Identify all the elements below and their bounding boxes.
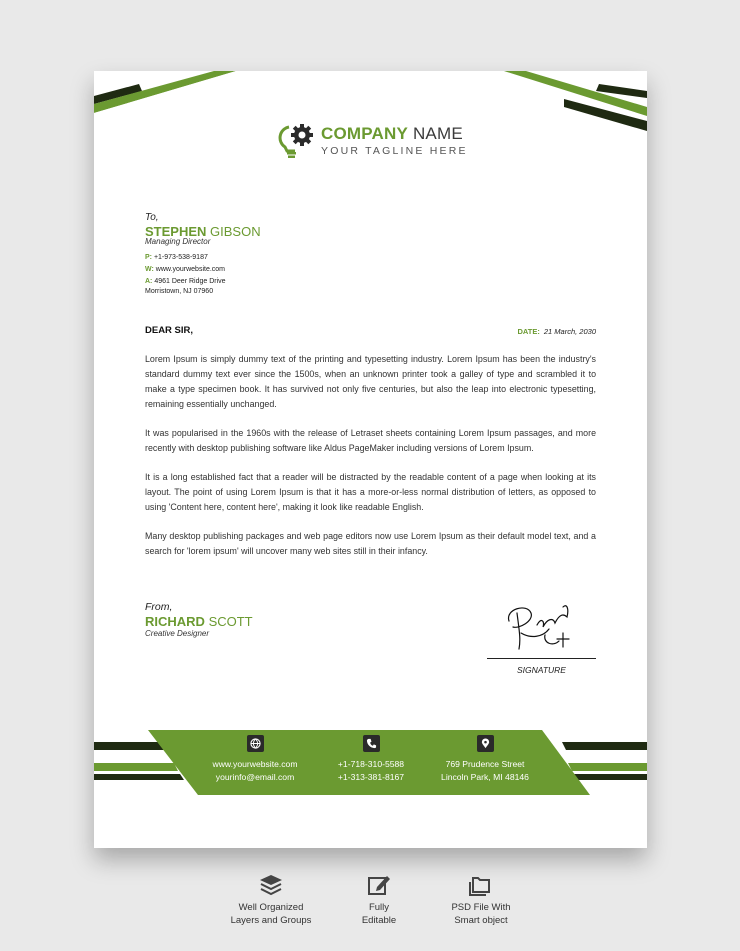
- body-paragraph: It is a long established fact that a reader will be distracted by the readable content of a page when looking at its layout. The point of using Lorem Ipsum is that it has a more-or-less normal distribution of letters, as opposed to using 'Content here, content here', making it look like readable English.: [145, 472, 596, 512]
- location-pin-icon: [477, 735, 494, 752]
- letter-body: [145, 352, 596, 573]
- company-tagline: YOUR TAGLINE HERE: [321, 145, 468, 157]
- signature-line: [487, 658, 596, 659]
- recipient-name: STEPHEN GIBSON: [145, 224, 261, 239]
- sender-name: RICHARD SCOTT: [145, 614, 253, 629]
- recipient-phone: P: +1-973-538-9187: [145, 254, 208, 261]
- globe-icon: [247, 735, 264, 752]
- footer-phone-contact: [311, 735, 431, 784]
- letter-date: DATE: 21 March, 2030: [517, 327, 596, 336]
- greeting: DEAR SIR,: [145, 325, 194, 336]
- to-label: To,: [145, 212, 159, 223]
- footer-address-line1: 769 Prudence Street: [445, 759, 525, 769]
- footer-phone-1[interactable]: +1-718-310-5588: [337, 759, 405, 769]
- phone-icon: [363, 735, 380, 752]
- footer-address-contact: [425, 735, 545, 784]
- feature-editable: Fully Editable: [319, 872, 439, 927]
- recipient-title: Managing Director: [145, 237, 211, 246]
- layers-icon: [211, 872, 331, 898]
- feature-psd: PSD File With Smart object: [421, 872, 541, 927]
- feature-layers: Well Organized Layers and Groups: [211, 872, 331, 927]
- letterhead-page: [94, 71, 647, 848]
- body-paragraph: Lorem Ipsum is simply dummy text of the printing and typesetting industry. Lorem Ipsum has been the industry's standard dummy text ever since the 1500s, when an unknown printer took a galley of type and scrambled it to make a type specimen book. It has survived not only five centuries, but also the leap into electronic typesetting, remaining essentially unchanged.: [145, 354, 596, 409]
- footer-website[interactable]: www.yourwebsite.com: [212, 759, 298, 769]
- recipient-address-line2: Morristown, NJ 07960: [145, 288, 214, 295]
- sender-title: Creative Designer: [145, 629, 210, 638]
- lightbulb-gear-icon: [277, 121, 317, 161]
- footer-phone-2[interactable]: +1-313-381-8167: [337, 772, 405, 782]
- from-label: From,: [145, 601, 173, 613]
- recipient-website: W: www.yourwebsite.com: [145, 266, 226, 273]
- recipient-address-line1: A: 4961 Deer Ridge Drive: [145, 278, 226, 285]
- feature-highlights: [0, 872, 740, 951]
- footer-email[interactable]: yourinfo@email.com: [215, 772, 295, 782]
- body-paragraph: Many desktop publishing packages and web page editors now use Lorem Ipsum as their default model text, and a search for 'lorem ipsum' will uncover many web sites still in their infancy.: [145, 531, 596, 556]
- signature-label: SIGNATURE: [517, 665, 566, 675]
- folder-icon: [421, 872, 541, 898]
- footer-address-line2: Lincoln Park, MI 48146: [441, 772, 529, 782]
- handwritten-signature: [497, 599, 587, 659]
- body-paragraph: It was popularised in the 1960s with the release of Letraset sheets containing Lorem Ipsum passages, and more recently with desktop publishing software like Aldus PageMaker including versions of Lorem Ipsum.: [145, 428, 596, 453]
- footer-web-contact: [195, 735, 315, 784]
- company-name: COMPANY NAME: [321, 124, 463, 143]
- company-logo: [277, 121, 468, 161]
